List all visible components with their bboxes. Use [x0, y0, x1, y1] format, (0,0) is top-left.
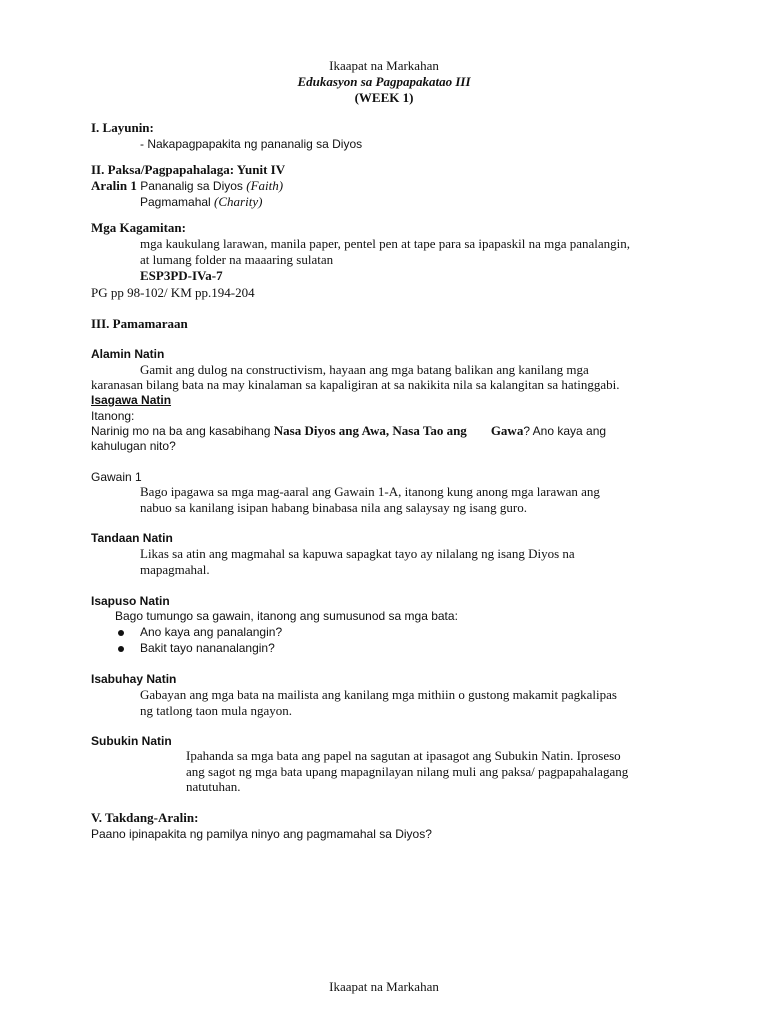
week-title: (WEEK 1)	[354, 90, 414, 105]
alamin-heading: Alamin Natin	[91, 347, 165, 361]
paksa-heading: II. Paksa/Pagpapahalaga: Yunit IV	[91, 162, 286, 177]
takdang-line1: Paano ipinapakita ng pamilya ninyo ang pagmamahal sa Diyos?	[91, 827, 432, 841]
layunin-heading: I. Layunin:	[91, 120, 154, 135]
aralin-text: Pananalig sa Diyos	[136, 179, 247, 193]
gawain-line1: Bago ipagawa sa mga mag-aaral ang Gawain 1-A, itanong kung anong mga larawan ang	[140, 484, 600, 499]
isagawa-question-line2: kahulugan nito?	[91, 439, 176, 453]
tandaan-heading: Tandaan Natin	[91, 531, 173, 545]
gawain-title: Gawain 1	[91, 470, 142, 484]
isapuso-intro: Bago tumungo sa gawain, itanong ang sumusunod sa mga bata:	[115, 609, 458, 623]
subukin-line3: natutuhan.	[186, 779, 241, 794]
isagawa-question	[91, 423, 606, 439]
kagamitan-line1: mga kaukulang larawan, manila paper, pentel pen at tape para sa ipapaskil na mga panalangin,	[140, 236, 631, 251]
itanong-label: Itanong:	[91, 409, 135, 423]
tandaan-line1: Likas sa atin ang magmahal sa kapuwa sapagkat tayo ay nilalang ng isang Diyos na	[140, 546, 575, 561]
competency-code: ESP3PD-IVa-7	[140, 268, 223, 283]
question-saying: Nasa Diyos ang Awa, Nasa Tao ang	[273, 423, 467, 438]
subukin-heading: Subukin Natin	[91, 734, 172, 748]
footer-quarter: Ikaapat na Markahan	[329, 979, 439, 994]
gawain-line2: nabuo sa kanilang isipan habang binabasa nila ang salaysay ng isang guro.	[140, 500, 528, 515]
question-tail: ? Ano kaya ang	[523, 424, 607, 438]
aralin-note: (Faith)	[246, 178, 284, 193]
isapuso-bullet-2: Bakit tayo nananalangin?	[140, 641, 275, 655]
kagamitan-heading: Mga Kagamitan:	[91, 220, 186, 235]
alamin-line1: Gamit ang dulog na constructivism, hayaan ang mga batang balikan ang kanilang mga	[140, 362, 589, 377]
isapuso-heading: Isapuso Natin	[91, 594, 170, 608]
subukin-line2: ang sagot ng mga bata upang mapagnilayan nilang muli ang paksa/ pagpapahalagang	[186, 764, 629, 779]
subukin-line1: Ipahanda sa mga bata ang papel na sagutan at ipasagot ang Subukin Natin. Iproseso	[186, 748, 621, 763]
isagawa-heading: Isagawa Natin	[91, 393, 172, 407]
aralin-label: Aralin 1	[91, 178, 137, 193]
pagmamahal-text: Pagmamahal	[140, 195, 215, 209]
layunin-item: - Nakapagpapakita ng pananalig sa Diyos	[140, 137, 363, 151]
pagmamahal-line	[140, 194, 262, 210]
isabuhay-line1: Gabayan ang mga bata na mailista ang kanilang mga mithiin o gustong makamit pagkalipas	[140, 687, 617, 702]
subject-title: Edukasyon sa Pagpapakatao III	[297, 74, 471, 89]
pagmamahal-note: (Charity)	[214, 194, 263, 209]
tandaan-line2: mapagmahal.	[140, 562, 210, 577]
isapuso-bullet-1: Ano kaya ang panalangin?	[140, 625, 283, 639]
bullet-icon	[118, 646, 124, 652]
pamamaraan-heading: III. Pamamaraan	[91, 316, 188, 331]
takdang-heading: V. Takdang-Aralin:	[91, 810, 199, 825]
question-saying-end: Gawa	[490, 423, 524, 438]
bullet-icon	[118, 630, 124, 636]
aralin-line	[91, 178, 283, 194]
question-intro: Narinig mo na ba ang kasabihang	[91, 424, 274, 438]
isabuhay-heading: Isabuhay Natin	[91, 672, 177, 686]
page-reference: PG pp 98-102/ KM pp.194-204	[91, 285, 255, 300]
isabuhay-line2: ng tatlong taon mula ngayon.	[140, 703, 293, 718]
quarter-title: Ikaapat na Markahan	[329, 58, 439, 73]
alamin-line2: karanasan bilang bata na may kinalaman sa kapaligiran at sa nakikita nila sa kalangitan sa hatinggabi.	[91, 377, 620, 392]
kagamitan-line2: at lumang folder na maaaring sulatan	[140, 252, 334, 267]
